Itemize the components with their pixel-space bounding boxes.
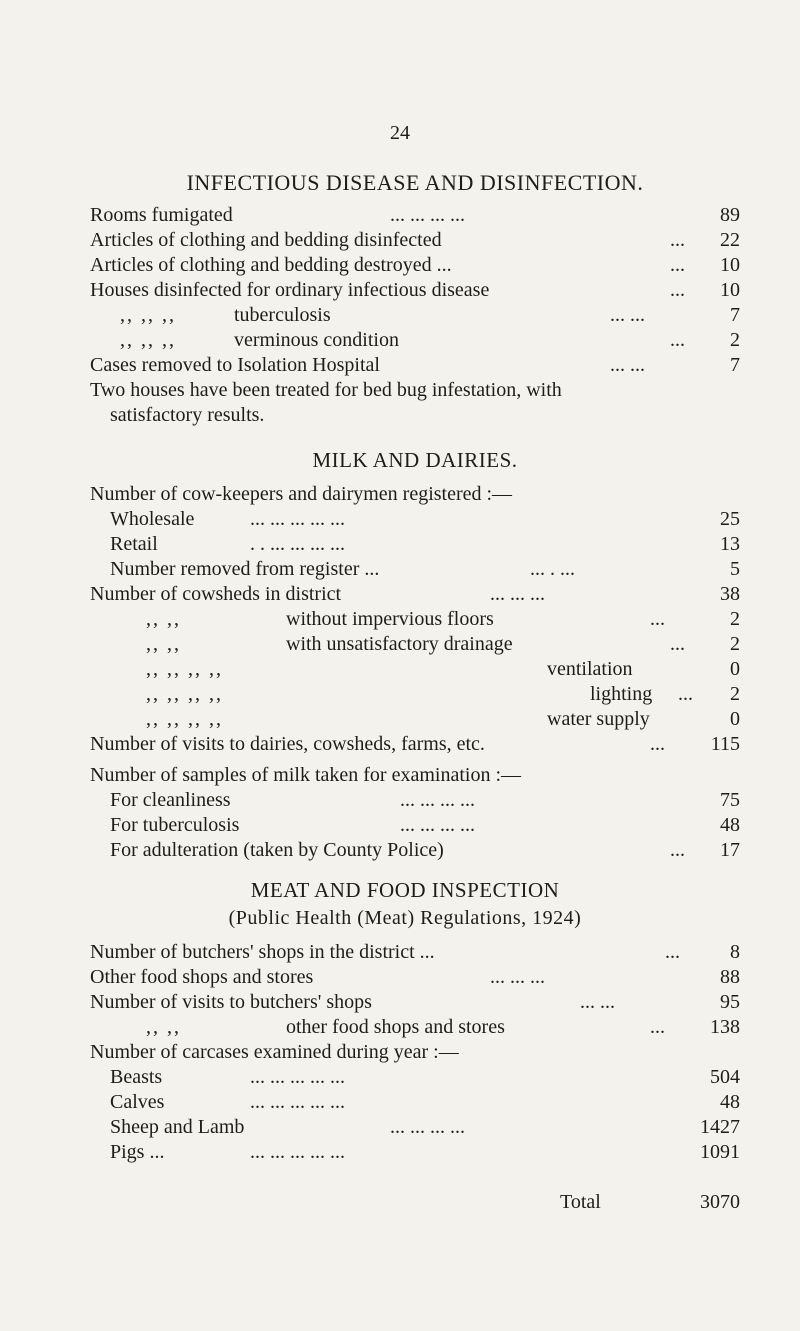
leader-dots: ... (650, 1016, 665, 1038)
row-value: 5 (730, 558, 740, 580)
leader-dots: ... (670, 229, 685, 251)
row-value: 2 (730, 608, 740, 630)
row-value: 17 (720, 839, 740, 861)
table-row (90, 253, 740, 277)
row-label: Number of butchers' shops in the district ... (90, 941, 435, 963)
row-value: 1091 (700, 1141, 740, 1163)
leader-dots: ... ... ... ... ... (250, 1141, 345, 1163)
leader-dots: ... ... ... ... (390, 204, 465, 226)
leader-dots: ... (678, 683, 693, 705)
row-value: 2 (730, 329, 740, 351)
section-intro: Number of samples of milk taken for examination :— (90, 764, 522, 786)
table-row (110, 507, 740, 531)
table-row (90, 203, 740, 227)
row-value: 138 (710, 1016, 740, 1038)
leader-dots: ... (670, 633, 685, 655)
table-row (110, 1090, 740, 1114)
row-value: 0 (730, 658, 740, 680)
leader-dots: ... (650, 733, 665, 755)
leader-dots: ... ... (610, 304, 645, 326)
leader-dots: ... (665, 941, 680, 963)
note-line: Two houses have been treated for bed bug infestation, with (90, 379, 562, 401)
section-subtitle: (Public Health (Meat) Regulations, 1924) (228, 907, 582, 929)
total-row (560, 1190, 740, 1214)
row-value: 2 (730, 633, 740, 655)
ditto-marks: ,, ,, ,, (120, 329, 176, 351)
table-row (90, 228, 740, 252)
row-value: 10 (720, 279, 740, 301)
table-row (110, 1140, 740, 1164)
table-row (110, 532, 740, 556)
section-intro: Number of carcases examined during year :— (90, 1041, 459, 1063)
row-label: ventilation (547, 658, 633, 680)
row-label: Rooms fumigated (90, 204, 233, 226)
row-label: Number of visits to butchers' shops (90, 991, 372, 1013)
row-value: 8 (730, 941, 740, 963)
table-row (110, 788, 740, 812)
row-value: 25 (720, 508, 740, 530)
row-label: Number of visits to dairies, cowsheds, farms, etc. (90, 733, 485, 755)
note-line: satisfactory results. (110, 404, 265, 426)
table-row (90, 582, 740, 606)
leader-dots: . . ... ... ... ... (250, 533, 345, 555)
ditto-marks: ,, ,, ,, ,, (146, 658, 223, 680)
row-label: Number of cowsheds in district (90, 583, 342, 605)
row-value: 0 (730, 708, 740, 730)
row-value: 10 (720, 254, 740, 276)
row-label: Retail (110, 533, 158, 555)
row-value: 7 (730, 304, 740, 326)
row-label: Wholesale (110, 508, 195, 530)
row-value: 2 (730, 683, 740, 705)
row-value: 88 (720, 966, 740, 988)
section-title-infectious-disease: INFECTIOUS DISEASE AND DISINFECTION. (186, 170, 644, 195)
leader-dots: ... ... ... ... ... (250, 508, 345, 530)
total-label: Total (560, 1191, 601, 1213)
table-row (90, 657, 740, 681)
row-value: 89 (720, 204, 740, 226)
leader-dots: ... . ... (530, 558, 575, 580)
row-value: 7 (730, 354, 740, 376)
row-value: 75 (720, 789, 740, 811)
ditto-marks: ,, ,, (146, 633, 181, 655)
row-label: For adulteration (taken by County Police) (110, 839, 444, 861)
ditto-marks: ,, ,, (146, 1016, 181, 1038)
row-label: Number removed from register ... (110, 558, 380, 580)
row-label: other food shops and stores (286, 1016, 505, 1038)
row-value: 1427 (700, 1116, 740, 1138)
row-label: Beasts (110, 1066, 163, 1088)
row-value: 48 (720, 814, 740, 836)
row-label: Houses disinfected for ordinary infectious disease (90, 279, 490, 301)
table-row (90, 607, 740, 631)
table-row (110, 1065, 740, 1089)
table-row (90, 1015, 740, 1039)
row-value: 48 (720, 1091, 740, 1113)
row-label: Articles of clothing and bedding disinfected (90, 229, 442, 251)
table-row (90, 328, 740, 352)
row-label: Calves (110, 1091, 165, 1113)
section-title-milk-dairies: MILK AND DAIRIES. (312, 448, 518, 472)
section-intro: Number of cow-keepers and dairymen registered :— (90, 483, 513, 505)
table-row (90, 965, 740, 989)
leader-dots: ... (670, 254, 685, 276)
row-value: 115 (710, 733, 740, 755)
table-row (90, 632, 740, 656)
leader-dots: ... (670, 839, 685, 861)
table-row (110, 557, 740, 581)
row-label: without impervious floors (286, 608, 494, 630)
row-label: with unsatisfactory drainage (286, 633, 513, 655)
ditto-marks: ,, ,, ,, ,, (146, 683, 223, 705)
row-value: 13 (720, 533, 740, 555)
leader-dots: ... ... ... ... (400, 789, 475, 811)
leader-dots: ... ... ... ... (400, 814, 475, 836)
leader-dots: ... (670, 279, 685, 301)
leader-dots: ... ... (580, 991, 615, 1013)
leader-dots: ... (670, 329, 685, 351)
table-row (110, 1115, 740, 1139)
row-value: 38 (720, 583, 740, 605)
leader-dots: ... (650, 608, 665, 630)
section-title-meat-food: MEAT AND FOOD INSPECTION (250, 878, 560, 902)
leader-dots: ... ... (610, 354, 645, 376)
row-label: Sheep and Lamb (110, 1116, 245, 1138)
leader-dots: ... ... ... ... ... (250, 1066, 345, 1088)
row-value: 95 (720, 991, 740, 1013)
row-value: 22 (720, 229, 740, 251)
row-label: Cases removed to Isolation Hospital (90, 354, 380, 376)
table-row (90, 940, 740, 964)
ditto-marks: ,, ,, ,, (120, 304, 176, 326)
row-label: For tuberculosis (110, 814, 240, 836)
leader-dots: ... ... ... ... (390, 1116, 465, 1138)
row-label: lighting (590, 683, 653, 705)
leader-dots: ... ... ... (490, 583, 545, 605)
row-label: water supply (547, 708, 650, 730)
page-number: 24 (390, 122, 410, 144)
total-value: 3070 (700, 1191, 740, 1213)
leader-dots: ... ... ... (490, 966, 545, 988)
row-label: Pigs ... (110, 1141, 165, 1163)
row-value: 504 (710, 1066, 740, 1088)
row-label: Articles of clothing and bedding destroyed ... (90, 254, 452, 276)
leader-dots: ... ... ... ... ... (250, 1091, 345, 1113)
row-label: Other food shops and stores (90, 966, 314, 988)
table-row (90, 990, 740, 1014)
row-label: verminous condition (234, 329, 399, 351)
row-label: For cleanliness (110, 789, 231, 811)
table-row (90, 682, 740, 706)
table-row (90, 732, 740, 756)
table-row (90, 707, 740, 731)
table-row (110, 813, 740, 837)
table-row (90, 303, 740, 327)
ditto-marks: ,, ,, ,, ,, (146, 708, 223, 730)
row-label: tuberculosis (234, 304, 331, 326)
table-row (90, 278, 740, 302)
ditto-marks: ,, ,, (146, 608, 181, 630)
table-row (90, 353, 740, 377)
table-row (110, 838, 740, 862)
